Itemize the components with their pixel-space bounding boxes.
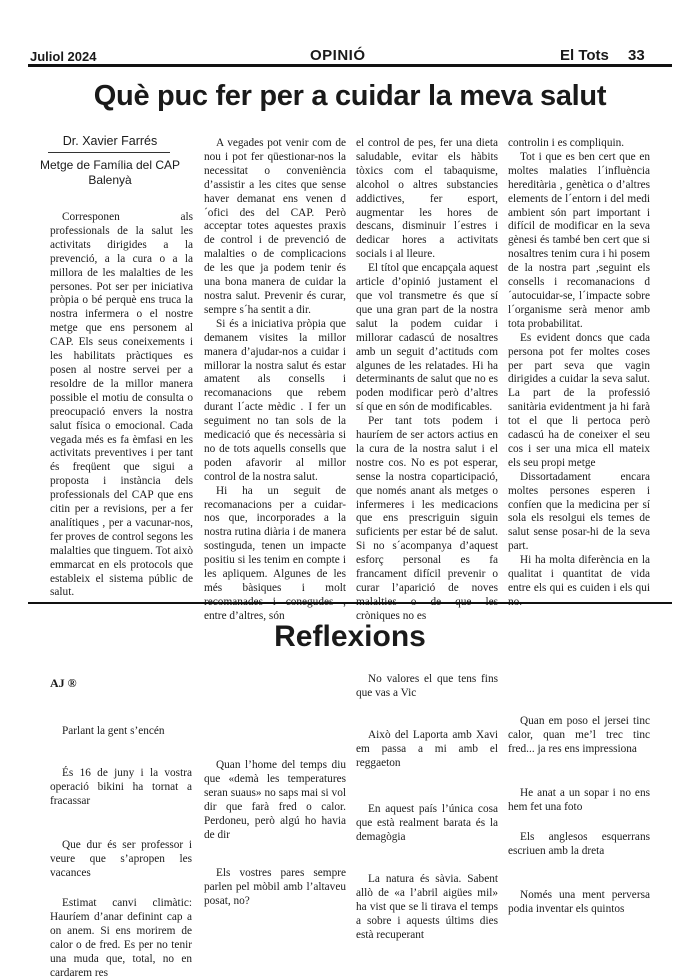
reflexion-text: Els vostres pares sempre parlen pel mòbil amb l’altaveu posat, no? xyxy=(204,867,346,907)
reflexion-item xyxy=(50,896,192,980)
section-divider xyxy=(28,602,672,604)
paragraph: controlin i es compliquin. xyxy=(508,137,625,149)
paragraph: el control de pes, fer una dieta saludable, evitar els hàbits tòxics com el tabaquisme, alcohol o altres substancies addictives, fer esport, augmentar les hores de descans, disminuir l´estres i dedicar hores a activitats socials i al lleure. xyxy=(356,137,498,261)
section-name: OPINIÓ xyxy=(310,47,366,64)
author-tag: AJ ® xyxy=(50,676,77,690)
article-title: Què puc fer per a cuidar la meva salut xyxy=(93,80,607,112)
reflexion-item xyxy=(508,714,650,756)
reflexion-text: No valores el que tens fins que vas a Vic xyxy=(356,673,498,699)
paragraph: A vegades pot venir com de nou i pot fer qüestionar-nos la necessitat o conveniència d’assistir a les cites que sense haver demanat ens venen d´ofici des del CAP. Però acceptar totes aquestes praxis de control i de prevenció de malalties o de complicacions de les que ja podem tenir és una bona manera de cuidar la nostra salut. Prevenir és curar, sempre s´ha sentit a dir. xyxy=(204,137,346,316)
author-divider xyxy=(48,152,170,153)
reflexion-text: La natura és sàvia. Sabent allò de «a l’abril aigües mil» ha vist que se li tirava el temps a sobre i aquests últims dies està recuperant xyxy=(356,873,498,941)
reflexion-text: Parlant la gent s’encén xyxy=(62,725,165,737)
paragraph: Hi ha molta diferència en la qualitat i quantitat de vida entre els qui es cuiden i els qui xyxy=(508,554,650,594)
reflexion-text: Quan em poso el jersei tinc calor, quan me’l trec tinc fred... ja res ens impressiona xyxy=(508,715,650,755)
article-column-4 xyxy=(508,137,650,610)
reflexion-text: Els anglesos esquerrans escriuen amb la dreta xyxy=(508,831,650,857)
reflexion-item xyxy=(204,758,346,842)
reflexion-item xyxy=(508,830,650,858)
reflexion-text: Això del Laporta amb Xavi em passa a mi amb el reggaeton xyxy=(356,729,498,769)
reflexion-text: Només una ment perversa podia inventar els quintos xyxy=(508,889,650,915)
publication-name: El Tots xyxy=(560,47,609,64)
header-rule xyxy=(28,64,672,67)
paragraph: Si és a iniciativa pròpia que demanem visites la millor manera d’ajudar-nos a cuidar i millorar la nostra salut és estar amatent als consells i recomanacions que rebem durant l´acte mèdic . I fer un seguiment no tan sols de la medicació que és necessària si no de tots aquells consells que poden afavorir al millor control de la nostra salut. xyxy=(204,317,346,483)
reflexion-item xyxy=(204,866,346,908)
reflexions-title: Reflexions xyxy=(274,620,426,653)
article-author: Dr. Xavier Farrés xyxy=(62,134,158,148)
reflexion-text: En aquest país l’única cosa que està realment barata és la demagògia xyxy=(356,803,498,843)
reflexion-item xyxy=(356,872,498,942)
paragraph: El títol que encapçala aquest article d’opinió justament el que vol transmetre és que sí que una gran part de la nostra salut la podem cuidar i millorar cadascú de nosaltres amb un seguit d’actituds com algunes de les relatades. Hi ha determinants de salut que no es poden modificar però d’altres sí que en són de modificables. xyxy=(356,262,498,414)
reflexion-text: He anat a un sopar i no ens hem fet una foto xyxy=(508,787,650,813)
article-column-1 xyxy=(50,211,193,600)
reflexion-item xyxy=(356,672,498,700)
page-number: 33 xyxy=(628,47,645,64)
article-column-3 xyxy=(356,137,498,624)
reflexion-text: És 16 de juny i la vostra operació bikini ha tornat a fracassar xyxy=(50,767,192,807)
paragraph: Hi ha un seguit de recomanacions per a cuidar-nos que, incorporades a la nostra rutina diària i de manera sostinguda, tenen un impacte positiu si les tenim en compte i les apliquem. Algunes de les més bàsiques i molt entre d’altres, són xyxy=(204,484,346,622)
reflexion-item xyxy=(50,766,192,808)
author-role: Metge de Família del CAP Balenyà xyxy=(39,158,181,187)
reflexion-text: Que dur és ser professor i veure que s’apropen les vacances xyxy=(50,839,192,879)
article-column-2 xyxy=(204,137,346,624)
reflexion-item xyxy=(508,888,650,916)
paragraph: Es evident doncs que cada persona pot fer moltes coses per part seva que vagin dirigides a cuidar la seva salut. La part de la professió sanitària evidentment ja hi farà tot el que li pertoca però cadascú ha de coneixer el seu cos i ser una mica ell mateix els seu propi metge xyxy=(508,331,650,469)
paragraph: Dissortadament encara moltes persones esperen i confíen que la medicina per sí sola els resolgui els temes de salut sense posar-hi de la seva part. xyxy=(508,470,650,553)
reflexion-item xyxy=(50,838,192,880)
paragraph: Corresponen als professionals de la salut les activitats dirigides a la prevenció, a la cura o a la millora de les malalties de les persones. Pot ser per iniciativa pròpia o bé perquè ens truca la nostra infermera o el nostre metge que ens personem al CAP. Els seus coneixements i les habilitats pràctiques es posen al nostre servei per a resoldre de la millor manera possible el motiu de consulta o preocupació envers la nostra salut física o emocional. Cada vegada més es fa èmfasi en les activitats preventives i per tant és freqüent que sigui a proposta i instància dels professionals del CAP que ens citin per a revisions, per a fer analítiques , per a vacunar-nos, fer proves de control segons les malalties que tinguem. Tot això emmarcat en els protocols que estableix el sistema públic de salut. xyxy=(50,211,193,599)
paragraph: Per tant tots podem i hauríem de ser actors actius en la cura de la nostra salut i el nostre cos. No es pot esperar, sense la nostra coparticipació, que només anant als metges o infermeres i les medicacions que ens prescriguin siguin suficients per estar bé de salut. Si no s´acompanya d’aquest esforç personal es fa francament difícil prevenir o curar l’aparició de noves cròniques no es xyxy=(356,415,498,622)
reflexion-item xyxy=(508,786,650,814)
paragraph: Tot i que es ben cert que en moltes malaties l´influència hereditària , genètica o d’altres elements de l´entorn i del medi ambient són part important i difícil de modificar en la seva gènesi és també ben cert que si nosaltres tenim cura i hi posem de la nostra part ,seguint els consells i recomanacions d´autocuidar-se, l´impacte sobre l´organisme serà menor amb tota probabilitat. xyxy=(508,150,650,330)
issue-date: Juliol 2024 xyxy=(30,49,97,64)
reflexion-item xyxy=(356,802,498,844)
reflexion-item xyxy=(356,728,498,770)
reflexion-item xyxy=(50,724,192,738)
reflexions-author xyxy=(50,676,192,690)
reflexion-text: Estimat canvi climàtic: Hauríem d’anar definint cap a on anem. Si ens morirem de calor o de fred. Es per no tenir una muda que, total, no en cardarem res xyxy=(50,897,192,979)
reflexion-text: Quan l’home del temps diu que «demà les temperatures seran suaus» no saps mai si vol dir que farà fred o calor. Perdoneu, però algú ho havia de dir xyxy=(204,759,346,841)
